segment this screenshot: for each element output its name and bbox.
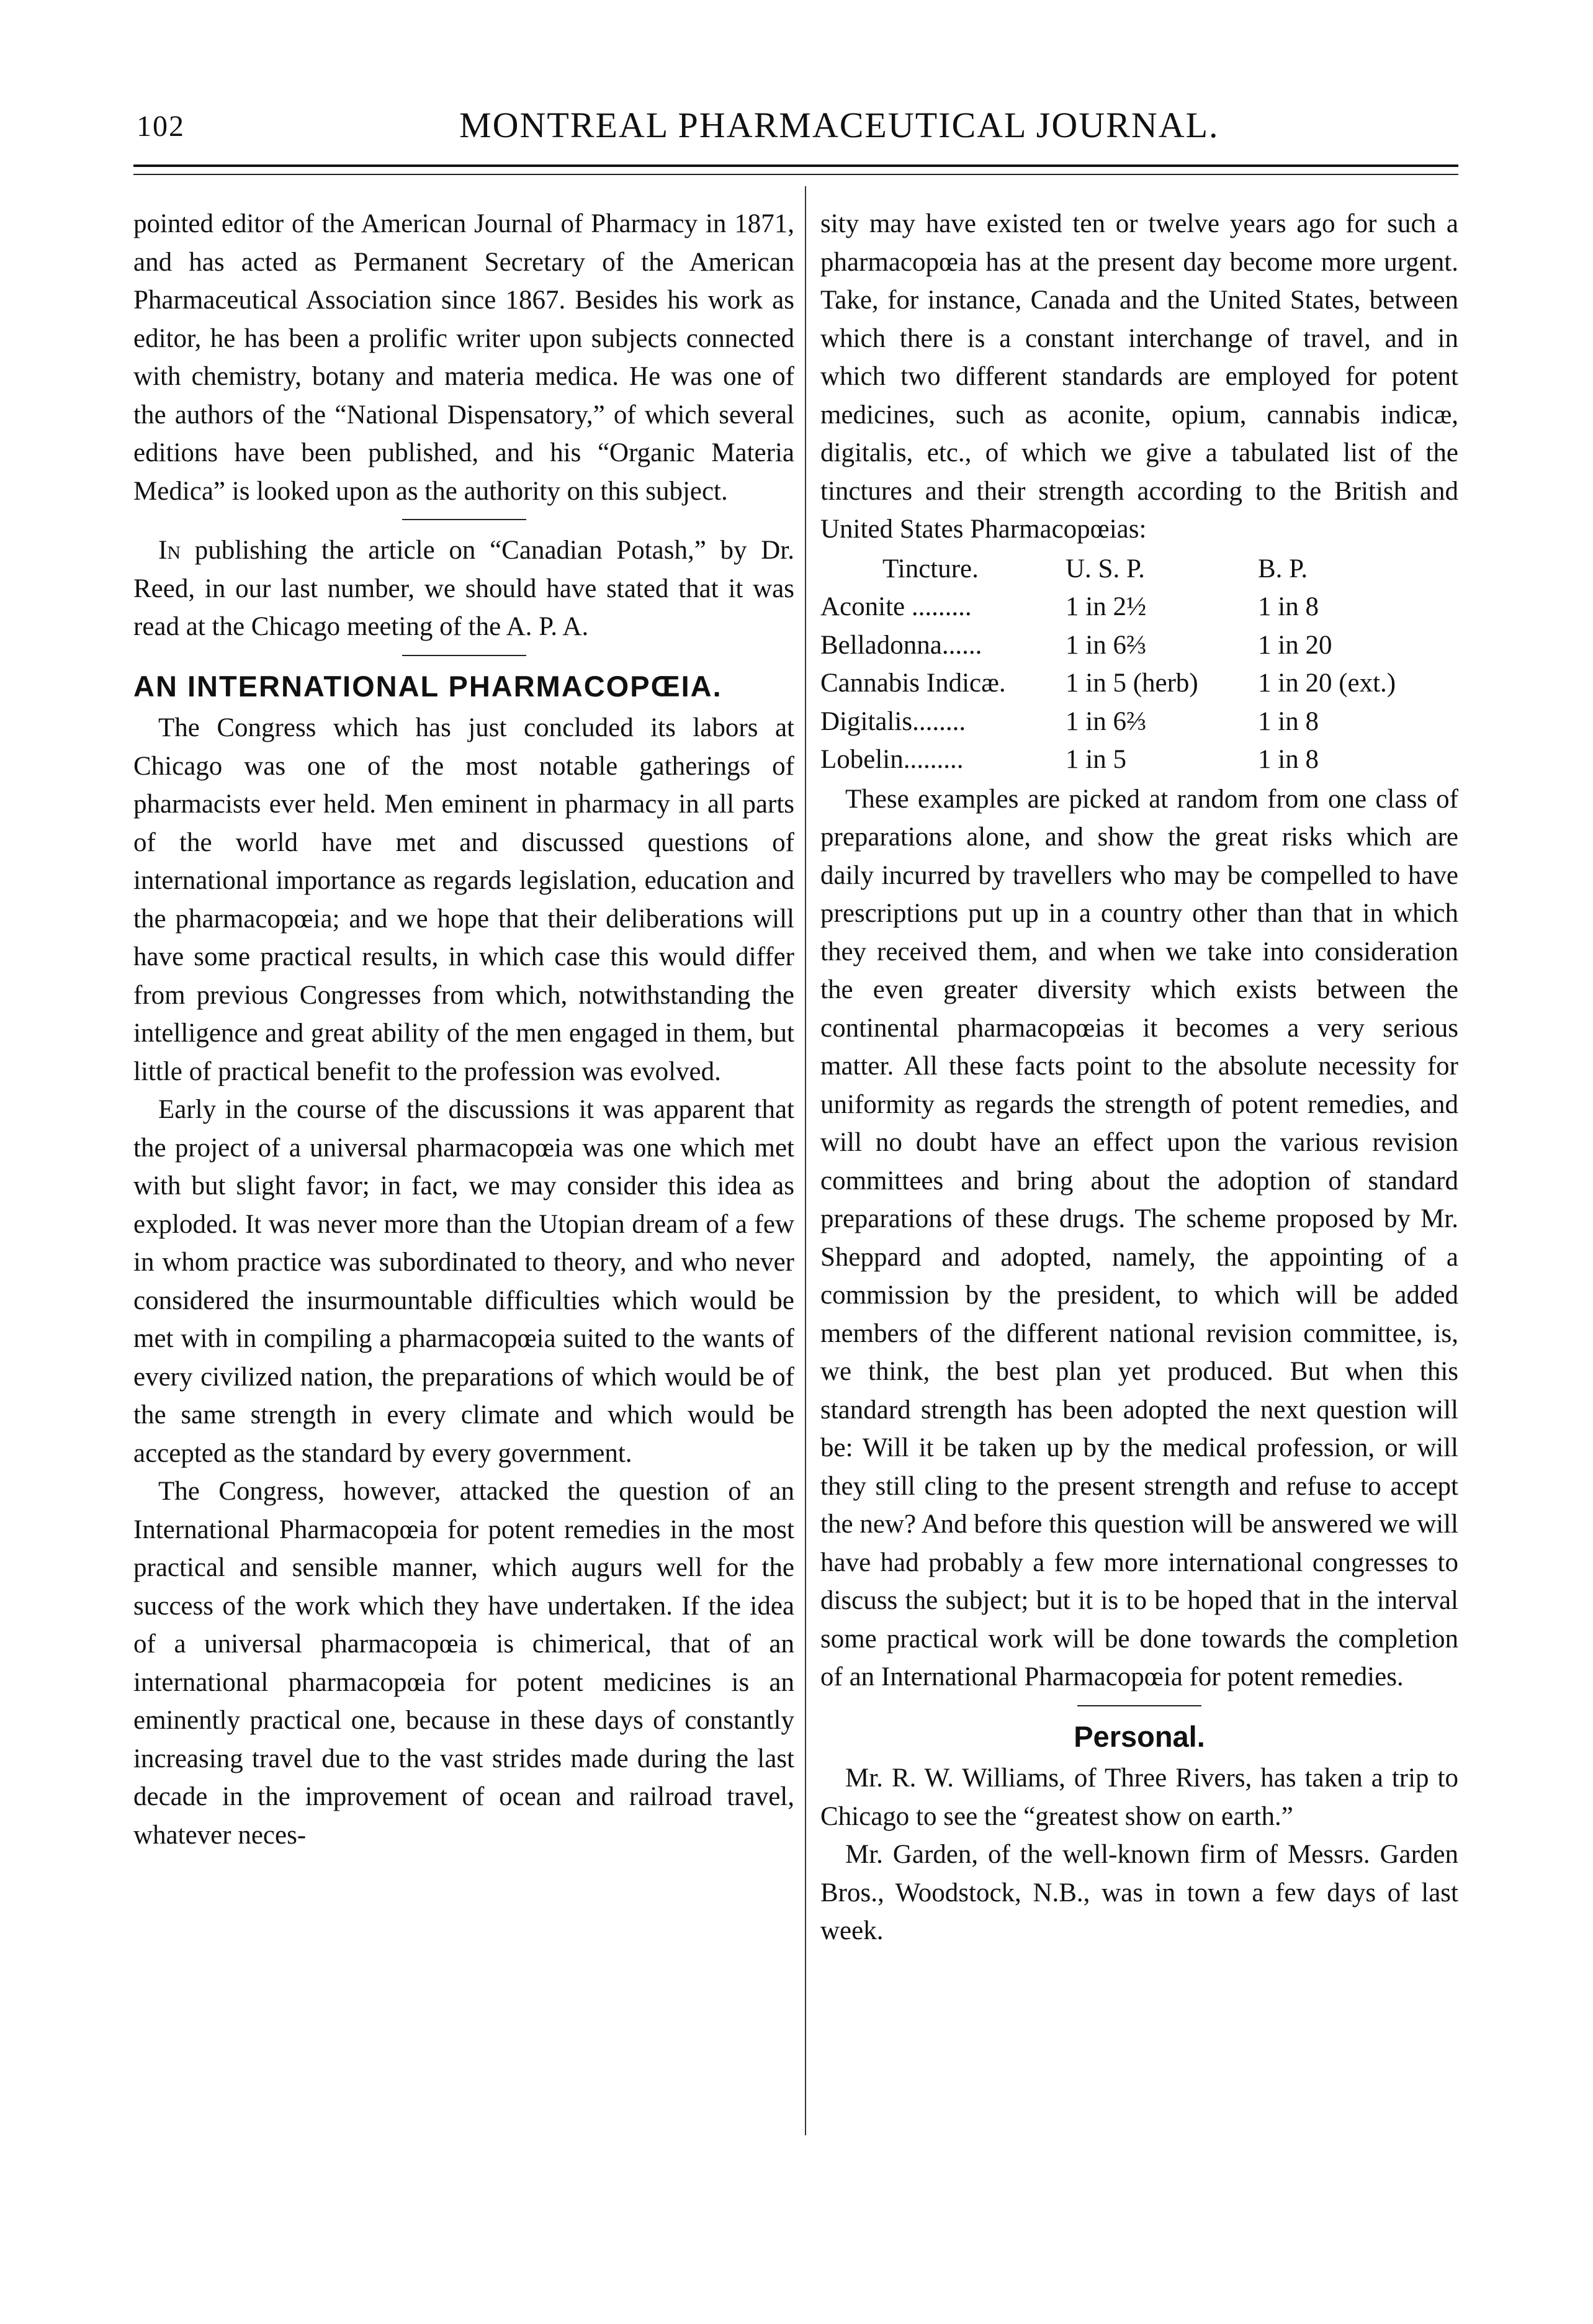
- section-heading-pharmacopoeia: AN INTERNATIONAL PHARMACOPŒIA.: [133, 669, 722, 703]
- journal-title: MONTREAL PHARMACEUTICAL JOURNAL.: [459, 105, 1219, 145]
- bp-strength: 1 in 8: [1258, 592, 1319, 621]
- paragraph-editor-bio: pointed editor of the American Journal of Pharmacy in 1871, and has acted as Permanent Secretary of the American Pharmaceutical Association since 1867. Besides his work as editor, he has been a prolific writer upon subjects connected with chemistry, botany and materia medica. He was one of the authors of the “National Dispensatory,” of which several editions have been published, and his “Organic Materia Medica” is looked upon as the authority on this subject.: [133, 209, 794, 506]
- usp-strength: 1 in 5 (herb): [1066, 669, 1198, 698]
- bp-strength: 1 in 20 (ext.): [1258, 669, 1396, 698]
- paragraph-garden: Mr. Garden, of the well-known firm of Messrs. Garden Bros., Woodstock, N.B., was in town a few days of last week.: [820, 1840, 1458, 1945]
- right-column: [820, 205, 1458, 1950]
- potash-note-text: publishing the article on “Canadian Potash,” by Dr. Reed, in our last number, we should have stated that it was read at the Chicago meeting of the A. P. A.: [133, 536, 794, 641]
- table-row: [820, 741, 1458, 779]
- table-header: Tincture.: [882, 554, 979, 583]
- header-rule-thin: [133, 174, 1458, 175]
- paragraph-international: The Congress, however, attacked the question of an International Pharmacopœia for potent remedies in the most practical and sensible manner, which augurs well for the success of the work which they have undertaken. If the idea of a universal pharmacopœia is chimerical, that of an international pharmacopœia for potent medicines is an eminently practical one, because in these days of constantly increasing travel due to the vast strides made during the last decade in the improvement of ocean and railroad travel, whatever neces-: [133, 1477, 794, 1850]
- tincture-name: Digitalis........: [820, 706, 966, 736]
- usp-strength: 1 in 5: [1066, 745, 1126, 774]
- separator-rule: [1077, 1705, 1201, 1706]
- table-header: B. P.: [1258, 554, 1308, 583]
- table-row: [820, 664, 1458, 703]
- table-row: [820, 626, 1458, 665]
- header-rule-thick: [133, 164, 1458, 167]
- tincture-table: [820, 550, 1458, 779]
- paragraph-williams: Mr. R. W. Williams, of Three Rivers, has taken a trip to Chicago to see the “greatest show on earth.”: [820, 1763, 1458, 1831]
- bp-strength: 1 in 20: [1258, 630, 1332, 660]
- section-heading-personal: Personal.: [1074, 1719, 1205, 1753]
- tincture-name: Aconite .........: [820, 592, 972, 621]
- paragraph-necessity: sity may have existed ten or twelve years ago for such a pharmacopœia has at the present day become more urgent. Take, for instance, Canada and the United States, between which there is a constant interchange of travel, and in which two different standards are employed for potent medicines, such as aconite, opium, cannabis indicæ, digitalis, etc., of which we give a tabulated list of the tinctures and their strength according to the British and United States Pharmacopœias:: [820, 209, 1458, 544]
- column-divider: [805, 186, 806, 2135]
- table-header: U. S. P.: [1066, 554, 1145, 583]
- bp-strength: 1 in 8: [1258, 745, 1319, 774]
- tincture-name: Cannabis Indicæ.: [820, 669, 1006, 698]
- paragraph-congress: The Congress which has just concluded its labors at Chicago was one of the most notable gatherings of pharmacists ever held. Men eminent in pharmacy in all parts of the world have met and discussed questions of international importance as regards legislation, education and the pharmacopœia; and we hope that their deliberations will have some practical results, in which case this would differ from previous Congresses from which, notwithstanding the intelligence and great ability of the men engaged in them, but little of practical benefit to the profession was evolved.: [133, 713, 794, 1086]
- usp-strength: 1 in 2½: [1066, 592, 1147, 621]
- left-column: [133, 205, 794, 1854]
- lead-word: In: [158, 536, 181, 565]
- bp-strength: 1 in 8: [1258, 706, 1319, 736]
- tincture-name: Lobelin.........: [820, 745, 964, 774]
- separator-rule: [402, 655, 526, 656]
- paragraph-universal: Early in the course of the discussions it was apparent that the project of a universal pharmacopœia was one which met with but slight favor; in fact, we may consider this idea as exploded. It was never more than the Utopian dream of a few in whom practice was subordinated to theory, and who never considered the insurmountable difficulties which would be met with in compiling a pharmacopœia suited to the wants of every civilized nation, the preparations of which would be of the same strength in every climate and which would be accepted as the standard by every government.: [133, 1095, 794, 1468]
- tincture-name: Belladonna......: [820, 630, 982, 660]
- page-header: [137, 104, 1458, 154]
- table-row: [820, 703, 1458, 741]
- separator-rule: [402, 519, 526, 520]
- table-row: [820, 588, 1458, 626]
- usp-strength: 1 in 6⅔: [1066, 630, 1147, 660]
- page-number: 102: [137, 110, 185, 143]
- paragraph-examples: These examples are picked at random from one class of preparations alone, and show the great risks which are daily incurred by travellers who may be compelled to have prescriptions put up in a country other than that in which they received them, and when we take into consideration the even greater diversity which exists between the continental pharmacopœias it becomes a very serious matter. All these facts point to the absolute necessity for uniformity as regards the strength of potent remedies, and will no doubt have an effect upon the various revision committees and bring about the adoption of standard preparations of these drugs. The scheme proposed by Mr. Sheppard and adopted, namely, the appointing of a commission by the president, to which will be added members of the different national revision committee, is, we think, the best plan yet produced. But when this standard strength has been adopted the next question will be: Will it be taken up by the medical profession, or will they still cling to the present strength and refuse to accept the new? And before this question will be answered we will have had probably a few more international congresses to discuss the subject; but it is to be hoped that in the interval some practical work will be done towards the completion of an International Pharmacopœia for potent remedies.: [820, 784, 1458, 1691]
- paragraph-potash-note: [133, 531, 794, 646]
- table-header-row: [820, 550, 1458, 588]
- usp-strength: 1 in 6⅔: [1066, 706, 1147, 736]
